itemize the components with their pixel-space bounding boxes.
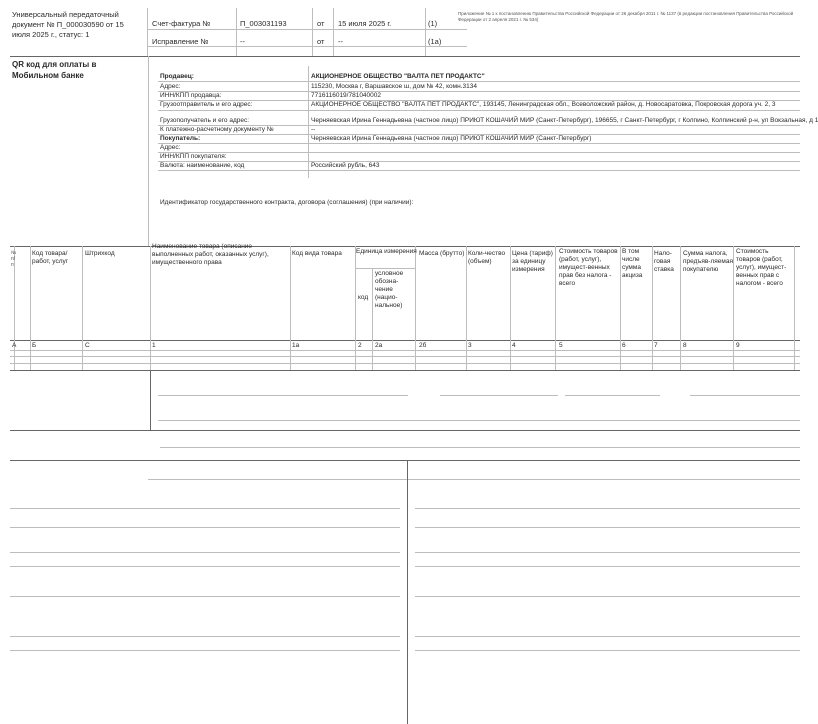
col-header-code: Код товара/ работ, услуг	[32, 250, 69, 265]
buyer-inn-label: ИНН/КПП покупателя:	[160, 153, 227, 160]
col-index-6: 6	[622, 342, 626, 349]
col-index-2: 2	[358, 342, 362, 349]
col-index-1: 1	[152, 342, 156, 349]
col-index-2b: 2б	[419, 342, 427, 349]
seller-address-label: Адрес:	[160, 83, 181, 90]
col-index-1a: 1а	[292, 342, 300, 349]
col-index-4: 4	[512, 342, 516, 349]
col-header-tax: Сумма налога, предъяв-ляемая покупателю	[683, 250, 733, 273]
document-title: Универсальный передаточный документ № П_000030590 от 15 июля 2025 г., статус: 1	[12, 10, 124, 39]
invoice-ref: (1)	[428, 19, 438, 28]
col-header-kind: Код вида товара	[292, 250, 342, 257]
correction-date: --	[338, 37, 343, 46]
consignee-label: Грузополучатель и его адрес:	[160, 117, 250, 124]
col-index-a: А	[12, 342, 17, 349]
col-index-5: 5	[559, 342, 563, 349]
buyer-label: Покупатель:	[160, 135, 201, 142]
shipper-label: Грузоотправитель и его адрес:	[160, 101, 253, 108]
gov-contract-label: Идентификатор государственного контракта, договора (соглашения) (при наличии):	[160, 199, 414, 206]
correction-label: Исправление №	[152, 37, 209, 46]
seller-label: Продавец:	[160, 73, 194, 80]
col-header-name: Наименование товара (описание выполненных работ, оказанных услуг), имущественного права	[152, 243, 269, 266]
col-header-unit: Единица измерения	[356, 248, 417, 255]
decree-note: Приложение № 1 к постановлению Правительства Российской Федерации от 26 декабря 2011 г. № 1137 (в редакции постановления Правительства Российской Федерации от 2 апреля 2021 г. № 534)	[458, 11, 794, 22]
col-header-excise: В том числе сумма акциза	[622, 248, 643, 279]
col-index-2a: 2а	[375, 342, 383, 349]
payment-doc-value: --	[311, 126, 316, 133]
shipper-value: АКЦИОНЕРНОЕ ОБЩЕСТВО "ВАЛТА ПЕТ ПРОДАКТС", 193145, Ленинградская обл., Всеволожский район, д. Новосаратовка, Покровская дорога уч. 2, 3	[311, 101, 776, 108]
col-index-3: 3	[468, 342, 472, 349]
consignee-value: Черняевская Ирина Геннадьевна (частное лицо) ПРИЮТ КОШАЧИЙ МИР (Санкт-Петербург), 196655, г Санкт-Петербург, г Колпино, Колпинский р-н, ул Вокзальная, д 1	[311, 117, 818, 124]
col-header-rate: Нало-говая ставка	[654, 250, 674, 273]
col-index-8: 8	[683, 342, 687, 349]
correction-number: --	[240, 37, 245, 46]
payment-doc-label: К платежно-расчетному документу №	[160, 126, 274, 133]
seller-address-value: 115230, Москва г, Варшавское ш, дом № 42, комн.3134	[311, 83, 477, 90]
col-header-num: № п/п	[11, 250, 17, 268]
col-header-total: Стоимость товаров (работ, услуг), имущест-венных прав с налогом - всего	[736, 248, 787, 287]
col-index-c: С	[85, 342, 90, 349]
col-index-b: Б	[32, 342, 37, 349]
invoice-number: П_003031193	[240, 19, 287, 28]
col-index-7: 7	[654, 342, 658, 349]
invoice-date: 15 июля 2025 г.	[338, 19, 392, 28]
col-header-mass: Масса (брутто)	[419, 250, 465, 257]
col-header-qty: Коли-чество (объем)	[468, 250, 506, 265]
currency-label: Валюта: наименование, код	[160, 162, 245, 169]
buyer-value: Черняевская Ирина Геннадьевна (частное лицо) ПРИЮТ КОШАЧИЙ МИР (Санкт-Петербург)	[311, 135, 592, 142]
qr-block-title: QR код для оплаты в Мобильном банке	[12, 60, 97, 80]
invoice-from-label: от	[317, 19, 325, 28]
col-header-unit-name: условное обозна-чение (нацио-нальное)	[375, 270, 404, 309]
currency-value: Российский рубль, 643	[311, 162, 380, 169]
col-index-9: 9	[736, 342, 740, 349]
correction-from-label: от	[317, 37, 325, 46]
seller-inn-label: ИНН/КПП продавца:	[160, 92, 222, 99]
col-header-unit-code: код	[358, 294, 369, 301]
invoice-label: Счет-фактура №	[152, 19, 211, 28]
seller-inn-value: 7716116019/781040002	[311, 92, 382, 99]
seller-value: АКЦИОНЕРНОЕ ОБЩЕСТВО "ВАЛТА ПЕТ ПРОДАКТС"	[311, 73, 485, 80]
col-header-cost: Стоимость товаров (работ, услуг), имущест-венных прав без налога - всего	[559, 248, 618, 287]
col-header-barcode: Штрихкод	[85, 250, 115, 257]
col-header-price: Цена (тариф) за единицу измерения	[512, 250, 553, 273]
buyer-address-label: Адрес:	[160, 144, 181, 151]
correction-ref: (1а)	[428, 37, 442, 46]
